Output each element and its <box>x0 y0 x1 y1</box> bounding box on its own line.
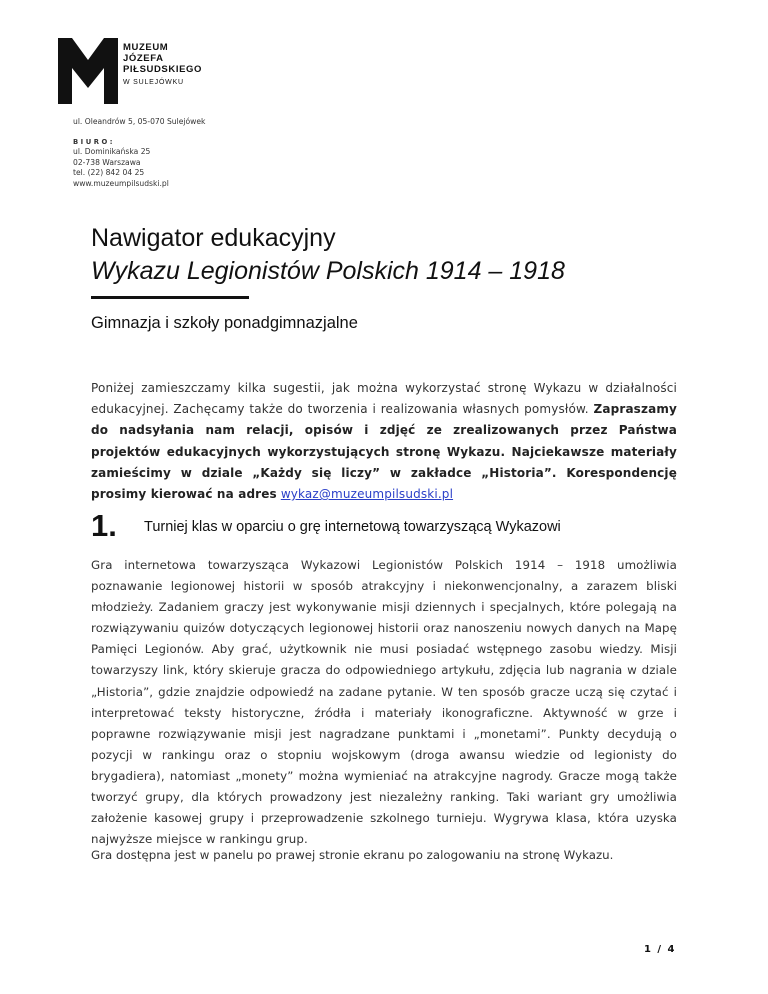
title-line-1: Nawigator edukacyjny <box>91 224 336 252</box>
main-address: ul. Oleandrów 5, 05-070 Sulejówek <box>73 117 206 126</box>
intro-bold-text: Zapraszamy do nadsyłania nam relacji, opisów i zdjęć ze zrealizowanych przez Państwa projektów edukacyjnych wykorzystujących stronę Wykazu. Najciekawsze materiały zamieścimy w dziale „Każdy się liczy” w zakładce „Historia”. Korespondencję prosimy kierować na adres <box>91 402 677 502</box>
section-paragraph-2: Gra dostępna jest w panelu po prawej stronie ekranu po zalogowaniu na stronę Wykazu. <box>91 848 614 862</box>
title-divider <box>91 296 249 299</box>
logo-line-4: W SULEJÓWKU <box>123 79 184 86</box>
title-line-2: Wykazu Legionistów Polskich 1914 – 1918 <box>91 257 565 285</box>
page-number: 1 / 4 <box>643 944 676 955</box>
section-number: 1. <box>91 508 117 543</box>
logo-wordmark <box>123 42 202 88</box>
document-title <box>91 222 565 288</box>
office-street: ul. Dominikańska 25 <box>73 147 151 156</box>
office-phone: tel. (22) 842 04 25 <box>73 168 145 177</box>
intro-paragraph <box>91 378 677 505</box>
intro-text: Poniżej zamieszczamy kilka sugestii, jak można wykorzystać stronę Wykazu w działalności edukacyjnej. Zachęcamy także do tworzenia i realizowania własnych pomysłów. <box>91 381 677 417</box>
logo-line-2: JÓZEFA <box>123 53 164 64</box>
section-paragraph-1: Gra internetowa towarzysząca Wykazowi Legionistów Polskich 1914 – 1918 umożliwia poznawanie legionowej historii w sposób atrakcyjny i niekonwencjonalny, a zarazem bliski młodzieży. Zadaniem graczy jest wykonywanie misji dziennych i specjalnych, które polegają na rozwiązywaniu quizów dotyczących legionowej historii oraz nanoszeniu nowych danych na Mapę Pamięci Legionów. Aby grać, użytkownik nie musi posiadać wstępnego zasobu wiedzy. Misji towarzyszy link, który skieruje gracza do odpowiedniego artykułu, zdjęcia lub nagrania w dziale „Historia”, gdzie znajdzie odpowiedź na zadane pytanie. W ten sposób gracze uczą się czytać i interpretować teksty historyczne, źródła i materiały ikonograficzne. Aktywność w grze i poprawne rozwiązywanie misji jest nagradzane punktami i „monetami”. Punkty decydują o pozycji w rankingu oraz o stopniu wojskowym (droga awansu wiedzie od legionisty do brygadiera), natomiast „monety” można wymieniać na atrakcyjne nagrody. Gracze mogą także tworzyć grupy, dla których prowadzony jest niezależny ranking. Taki wariant gry umożliwia założenie kasowej grupy i przeprowadzenie szkolnego turnieju. Wygrywa klasa, która uzyska najwyższe miejsce w rankingu grup. <box>91 558 677 847</box>
office-web: www.muzeumpilsudski.pl <box>73 178 169 188</box>
logo-line-3: PIŁSUDSKIEGO <box>123 64 202 75</box>
office-label: BIURO: <box>73 137 115 146</box>
office-city: 02-738 Warszawa <box>73 157 141 167</box>
email-link[interactable]: wykaz@muzeumpilsudski.pl <box>280 487 454 502</box>
address-block <box>73 117 205 189</box>
logo-line-1: MUZEUM <box>123 42 169 53</box>
document-subtitle: Gimnazja i szkoły ponadgimnazjalne <box>91 314 358 332</box>
section-title: Turniej klas w oparciu o grę internetową towarzyszącą Wykazowi <box>144 519 561 535</box>
museum-logo <box>58 38 248 104</box>
museum-m-logo-icon <box>58 38 118 104</box>
